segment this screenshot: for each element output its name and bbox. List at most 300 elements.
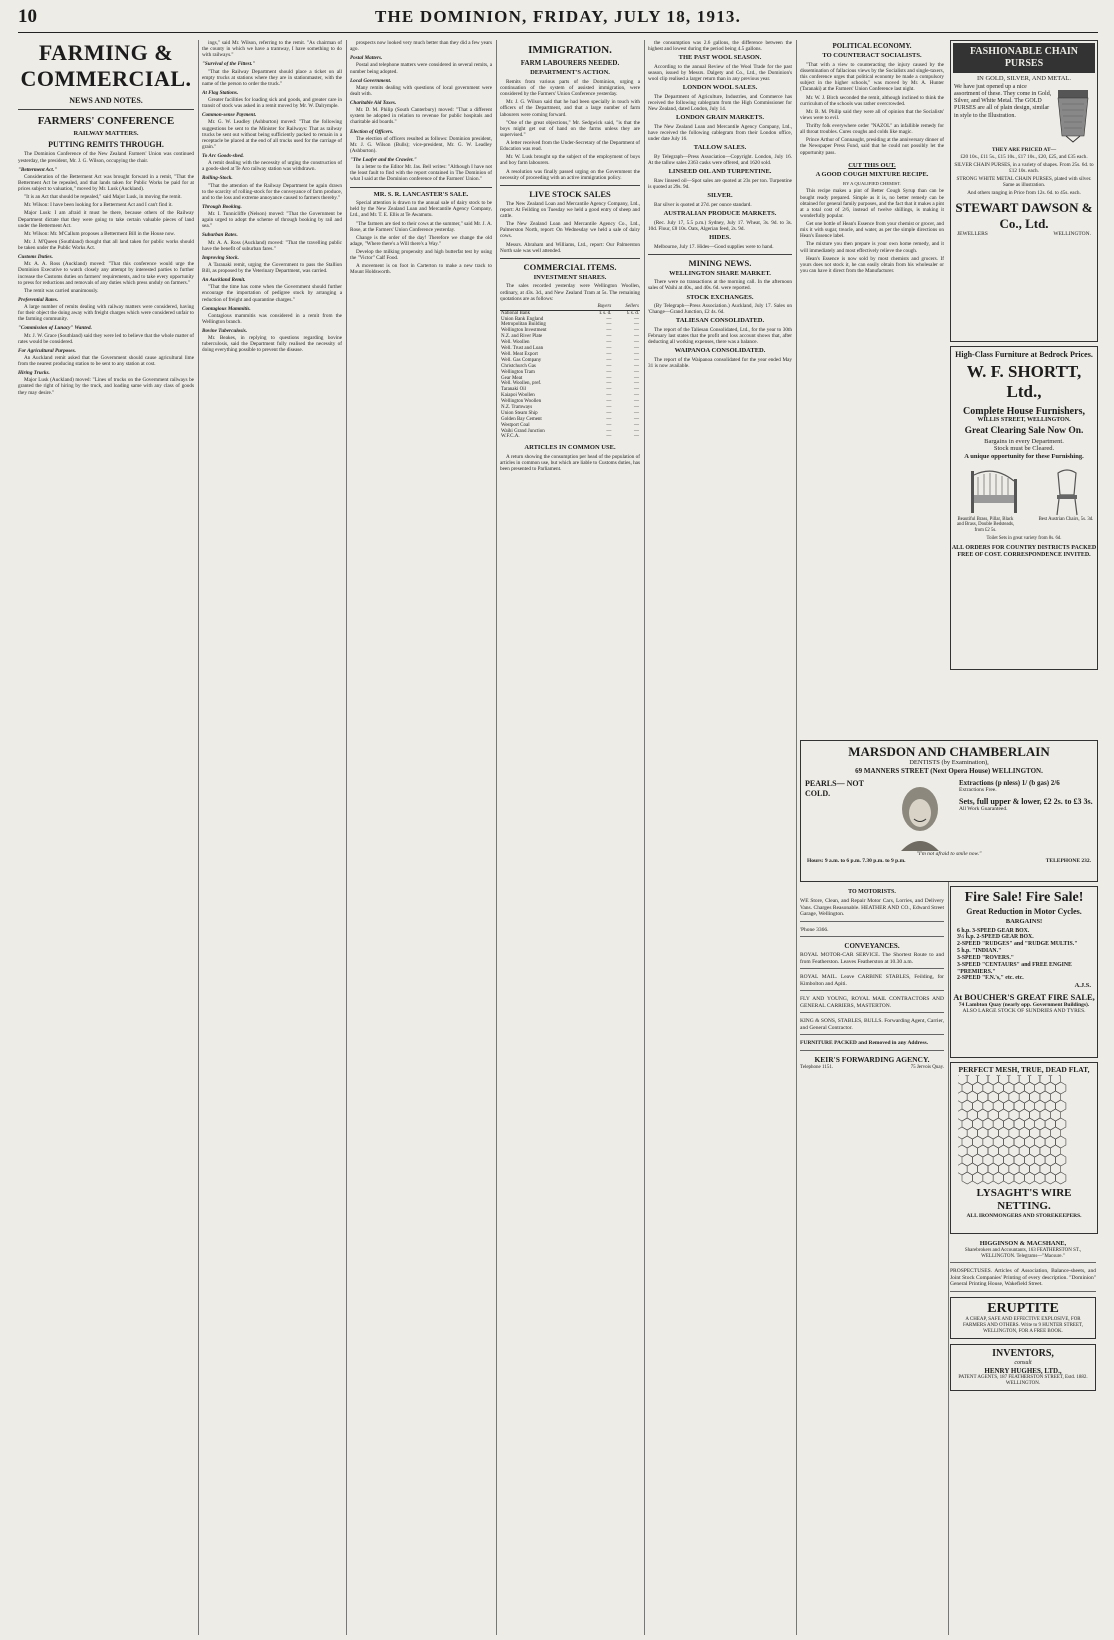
column-5 — [648, 40, 792, 1635]
table-cell: — — [606, 434, 612, 440]
paragraph: Develop the milking propensity and high butterfat test by using the "Victor" Calf Food. — [350, 249, 492, 262]
table-cell: Wellington Tram — [501, 369, 535, 375]
live-stock-heading: LIVE STOCK SALES — [500, 185, 640, 199]
table-cell: — — [634, 322, 639, 328]
netting-cell — [958, 1109, 967, 1121]
netting-cell — [1019, 1075, 1029, 1085]
king-and-sons: KING & SONS, STABLES, BULLS. Forwarding Agent, Carrier, and General Contractor. — [800, 1018, 944, 1035]
netting-cell — [1056, 1172, 1066, 1184]
paragraph: Mr. A. A. Ross (Auckland) moved: "That this conference would urge the Dominion Executive to watch closely any attempt by interested parties to further increase the Customs duties on farmers' requirements, and to take every opportunity to press for reductions and removals of any duties which press unduly on farmers." — [18, 261, 194, 286]
table-cell: — — [606, 422, 612, 428]
paragraph: Mr. G. W. Leadley (Ashburton) moved: "That the following suggestions be sent to the Minister for Railways: That as railway trucks be sent out without being sufficiently packed to remain in a receptacle be placed at the end of all trucks used for the carriage of grain." — [202, 119, 342, 150]
paragraph: A Taranaki remit, urging the Government to pass the Stallion Bill, as proposed by the Veterinary Department, was carried. — [202, 261, 342, 274]
paragraph: Remits from various parts of the Dominion, urging a continuation of the system of assisted immigration, were considered by the Farmers' Union Conference yesterday. — [500, 78, 640, 98]
subheading: "Commission of Lunacy" Wanted. — [18, 325, 92, 332]
dentists-sub: DENTISTS (by Examination), — [909, 759, 989, 767]
table-cell: — — [606, 416, 612, 422]
table-cell: — — [634, 369, 639, 375]
table-cell: Wellington Woollen — [501, 399, 542, 405]
motor-ad-phone: 'Phone 3366. — [800, 927, 944, 937]
higginson-name: HIGGINSON & MACSHANE, — [979, 1240, 1067, 1247]
subheading: Improving Stock. — [202, 254, 239, 261]
paragraph: An Auckland remit asked that the Government should cause agricultural lime from the nearest producing station to be sent to any station at cost. — [18, 354, 194, 368]
toilet-caption: Toilet Sets in great variety from 8s. 6d. — [986, 535, 1062, 541]
column-3 — [350, 40, 492, 1635]
table-cell: — — [634, 357, 639, 363]
subhead: SILVER. — [707, 192, 733, 200]
table-cell: — — [606, 357, 612, 363]
table-cell: — — [634, 340, 639, 346]
paragraph: (By Telegraph—Press Association.) Auckland, July 17. Sales on 'Change—Grand Junction, £2 4s. 6d. — [648, 303, 792, 316]
table-cell: — — [606, 316, 612, 322]
royal-mail: ROYAL MAIL. Leave CARBINE STABLES, Feilding, for Kimbolton and Apiti. — [800, 974, 944, 991]
keirs-agency: KEIR'S FORWARDING AGENCY. — [814, 1054, 930, 1064]
subhead: THE PAST WOOL SEASON. — [678, 54, 762, 62]
fire-sale-sub: Great Reduction in Motor Cycles. — [966, 906, 1082, 916]
paragraph: The Department of Agriculture, Industries, and Commerce has received the following cablegram from the High Commissioner for New Zealand, dated London, July 14. — [648, 93, 792, 113]
motor-ad-body: WE Store, Clean, and Repair Motor Cars, Lorries, and Delivery Vans. Charges Reasonable. HEATHER AND CO., Edward Street Garage, Wellington. — [800, 898, 944, 921]
paragraph: ings," said Mr. Wilson, referring to the remit. "As chairman of the county in which we have a tramway, I have something to do with railways." — [202, 40, 342, 59]
beds-caption: Beautiful Brass, Pillar, Black and Brass, Double Bedsteads, from £2 5s. — [956, 516, 1015, 533]
paragraph: By Telegraph—Press Association—Copyright. London, July 16. At the tallow sales 2363 casks were offered, and 1620 sold. — [648, 154, 792, 167]
table-cell: — — [634, 351, 639, 357]
table-cell: Taranaki Oil — [501, 387, 527, 393]
fly-and-young: FLY AND YOUNG, ROYAL MAIL CONTRACTORS AND GENERAL CARRIERS, MASTERTON. — [800, 996, 944, 1013]
paragraph: The report of the Taliesan Consolidated, Ltd., for the year to 30th February last states that the profit and loss account shows that, after deducting all working expenses, there was a balance. — [648, 327, 792, 346]
conveyances-heading: CONVEYANCES. — [844, 942, 900, 951]
company-name: W. F. SHORTT, Ltd., — [966, 362, 1082, 402]
subhead: LINSEED OIL AND TURPENTINE. — [668, 168, 772, 176]
stock-line: Stock must be Cleared. — [993, 445, 1055, 453]
table-header-cell: Sellers — [612, 304, 640, 310]
netting-cell — [972, 1172, 982, 1184]
paragraph: Mr. A. A. Ross (Auckland) moved: "That the travelling public have the benefit of suburban fares." — [202, 239, 342, 252]
table-cell: Waihi Grand Junction — [501, 428, 545, 434]
paragraph: Mr. W. Lusk brought up the subject of the employment of boys and boy farm labourers. — [500, 154, 640, 167]
ajs-label: A.J.S. — [1074, 982, 1091, 990]
lysaght-top: PERFECT MESH, TRUE, DEAD FLAT, — [958, 1065, 1090, 1074]
chain-purse-illustration — [1052, 84, 1094, 144]
paragraph: Change is the order of the day! Therefore we change the old adage, "Where there's a Will there's a Way." — [350, 234, 492, 247]
paragraph: Mr. J. M'Queen (Southland) thought that all land taken for public works should be taken under the Public Works Act. — [18, 238, 194, 252]
telephone: TELEPHONE 232. — [1045, 857, 1091, 864]
investment-subhead: INVESTMENT SHARES. — [533, 273, 607, 281]
paragraph: Major Lusk (Auckland) moved: "Lines of trucks on the Government railways be granted the right of hiring by the truck, and loading same with any class of goods they may desire." — [18, 377, 194, 396]
subheading: Postal Matters. — [350, 55, 383, 62]
paragraph: "That with a view to counteracting the injury caused by the dissemination of fallacious views by the Socialists and single-taxers, this conference urges that political economy be made a compulsory subject in the higher schools," was moved by Mr. A. Hunter (Taranaki) at the Farmers' Union Conference last night. — [800, 61, 944, 93]
ad-subtitle: IN GOLD, SILVER, AND METAL. — [976, 74, 1072, 82]
eruptite-body: A CHEAP, SAFE AND EFFECTIVE EXPLOSIVE, FOR FARMERS AND OTHERS. Write to 9 HUNTER STREET, WELLINGTON, FOR A FREE BOOK. — [963, 1317, 1083, 1335]
table-cell: — — [634, 334, 639, 340]
subheading: Common-sense Payment. — [202, 112, 257, 119]
netting-cell — [1050, 1075, 1060, 1085]
paragraph: Contagious mammitis was considered in a remit from the Wellington branch. — [202, 312, 342, 325]
eruptite-name: ERUPTITE — [987, 1300, 1059, 1316]
inventors-consult: consult — [1014, 1359, 1032, 1366]
table-header-cell: Buyers — [584, 304, 612, 310]
immigration-heading: IMMIGRATION. — [528, 44, 612, 56]
fire-sale-ad — [950, 886, 1098, 1058]
table-cell: — — [606, 328, 612, 334]
table-cell: Westport Coal — [501, 422, 530, 428]
subheading: "Survival of the Fittest." — [202, 61, 256, 68]
subhead: POLITICAL ECONOMY. — [832, 42, 912, 50]
paragraph: (Rec. July 17, 5.5 p.m.) Sydney, July 17. Wheat, 3s. 9d. to 3s. 10d. Flour, £8 10s. Oats, Algerian feed, 2s. 9d. — [648, 219, 792, 232]
paragraph: The election of officers resulted as follows: Dominion president, Mr. J. G. Wilson (Bulls); vice-president, Mr. G. W. Leadley (Ashburton). — [350, 135, 492, 154]
netting-cell — [998, 1075, 1008, 1085]
paragraph: Mr. J. W. Grace (Southland) said they were led to believe that the whole matter of rates would be considered. — [18, 332, 194, 345]
sale-heading: MR. S. R. LANCASTER'S SALE. — [350, 187, 492, 199]
table-cell: — — [634, 410, 639, 416]
strong-purses: STRONG WHITE METAL CHAIN PURSES, plated with silver. Same as illustration. — [956, 176, 1092, 189]
netting-cell — [967, 1075, 977, 1085]
column-4 — [500, 40, 640, 1635]
table-cell: — — [634, 375, 639, 381]
paragraph: "That the time has come when the Government should further encourage the importation of pedigree stock by arranging a reduction of freight and quarantine charges." — [202, 284, 342, 303]
shortt-furniture-ad — [950, 346, 1098, 670]
motorists-heading: TO MOTORISTS. — [848, 889, 896, 895]
table-cell: — — [634, 399, 639, 405]
news-and-notes-heading: NEWS AND NOTES. — [18, 96, 194, 110]
paragraph: Mr. I. Tunnicliffe (Nelson) moved: "That the Government be again urged to adopt the scheme of through booking by rail and sea." — [202, 211, 342, 230]
table-cell: — — [606, 340, 612, 346]
subhead: TALIESAN CONSOLIDATED. — [675, 317, 765, 325]
subhead: A GOOD COUGH MIXTURE RECIPE. — [815, 171, 929, 179]
subheading: Hiring Trucks. — [18, 370, 50, 377]
ad-headline: FASHIONABLE CHAIN PURSES — [953, 43, 1095, 73]
paragraph: The report of the Waipanoa consolidated for the year ended May 31 is now available. — [648, 357, 792, 370]
subheading: Election of Officers. — [350, 128, 394, 135]
subheading: Bovine Tuberculosis. — [202, 328, 248, 334]
table-cell: — — [606, 363, 612, 369]
table-cell: Kaiapoi Woollen — [501, 393, 535, 399]
subhead: AUSTRALIAN PRODUCE MARKETS. — [663, 209, 777, 217]
masthead — [18, 4, 1098, 33]
bottom-right-ads — [950, 1238, 1096, 1635]
subheading: Suburban Rates. — [202, 232, 238, 239]
extractions-free: Extractions Free. — [959, 787, 997, 794]
subheading: Through Booking. — [202, 203, 242, 210]
article-headline: FARMERS' CONFERENCE — [37, 115, 175, 128]
paragraph: In a letter to the Editor Mr. Jas. Bell writes: "Although I have not the least fault to find with the report contained in The Dominion of what I said at the Dominion conference of the Farmers' Union." — [350, 164, 492, 183]
sale-line: Great Clearing Sale Now On. — [964, 426, 1084, 437]
table-cell: — — [606, 334, 612, 340]
bargains-line: Bargains in every Department. — [984, 437, 1064, 445]
paragraph: A letter received from the Under-Secretary of the Department of Education was read. — [500, 140, 640, 153]
dentists-address: 69 MANNERS STREET (Next Opera House) WELLINGTON. — [855, 766, 1043, 775]
paragraph: "That the attention of the Railway Department be again drawn to the scarcity of rolling-stock for the conveyance of farm produce, and to the loss and extreme annoyance caused to farmers thereby." — [202, 182, 342, 201]
table-cell: Union Steam Ship — [501, 410, 538, 416]
paragraph: Raw linseed oil—Spot sales are quoted at 23s per ton. Turpentine is quoted at 29s. 9d. — [648, 177, 792, 191]
address: WILLIS STREET, WELLINGTON. — [977, 417, 1071, 424]
netting-cell — [1009, 1075, 1019, 1085]
paragraph: According to the annual Review of the Wool Trade for the past season, issued by Messrs. Dalgety and Co., Ltd., the Dominion's wool clip realised a larger return than in any previous year. — [648, 63, 792, 83]
netting-cell — [1004, 1172, 1014, 1184]
table-row — [500, 434, 640, 440]
paragraph: Mr. D. M. Philip (South Canterbury) moved: "That a different system be adopted in relation to revenue for public hospitals and charitable aid boards." — [350, 107, 492, 126]
paragraph: Prince Arthur of Connaught, presiding at the anniversary dinner of the Newspaper Press Fund, said that he could not possibly let the opportunity pass. — [800, 137, 944, 156]
paragraph: Messrs. Abraham and Williams, Ltd., report: Our Palmerston North sale was well attended. — [500, 241, 640, 254]
column-rule — [198, 40, 199, 1635]
subhead: LONDON WOOL SALES. — [682, 84, 758, 92]
paragraph: Special attention is drawn to the annual sale of dairy stock to be held by the New Zealand Loan and Mercantile Agency Company, Ltd., and Mr. T. E. Ellis at Te Awamutu. — [350, 200, 492, 219]
table-cell: — — [606, 346, 612, 352]
table-cell: — — [606, 381, 612, 387]
netting-cell — [993, 1172, 1003, 1184]
also-stock: ALSO LARGE STOCK OF SUNDRIES AND TYRES. — [962, 1008, 1086, 1015]
extractions-price: Extractions (p nless) 1/ (b gas) 2/6 — [959, 779, 1060, 788]
paragraph: "One of the great objections," Mr. Sedgwick said, "is that the boys might get out of hand on the farms unless they are supervised." — [500, 119, 640, 138]
lysaght-brand: LYSAGHT'S WIRE NETTING. — [976, 1186, 1072, 1212]
pearls-text: PEARLS— NOT COLD. — [805, 779, 864, 798]
boucher-line: At BOUCHER'S GREAT FIRE SALE, — [953, 991, 1095, 1002]
table-cell: — — [606, 322, 612, 328]
paragraph: The New Zealand Loan and Mercantile Agency Co., Ltd., Palmerston North, report: On Wednesday we held a sale of dairy cows. — [500, 221, 640, 240]
subheading: At Flag Stations. — [202, 89, 239, 96]
paragraph: There were no transactions at the morning call. In the afternoon sales of Waihi at 40s., and 40s. 6d. were reported. — [648, 279, 792, 292]
fire-sale-item: 2-SPEED "RUDGES" and "RUDGE MULTIS." — [957, 941, 1078, 948]
paragraph: prospects now looked very much better than they did a few years ago. — [350, 40, 492, 53]
paragraph: The sales recorded yesterday were Wellington Woollen, ordinary, at 43s. 3d., and New Zealand Tram at 5s. The remaining quotations are as follows: — [500, 283, 640, 302]
chair-illustration — [1052, 469, 1082, 517]
table-cell: Well. Woollen — [501, 340, 530, 346]
table-cell: — — [606, 428, 612, 434]
fire-sale-item: 3-SPEED "CENTAURS" and FREE ENGINE "PREMIERS." — [957, 961, 1072, 975]
subheading: To Arc Goods-shed. — [202, 153, 244, 159]
table-cell: — — [634, 387, 639, 393]
table-cell: — — [634, 346, 639, 352]
higginson-body: Sharebrokers and Accountants, 163 FEATHERSTON ST., WELLINGTON. Telegrams—"Macsure." — [964, 1247, 1082, 1259]
fire-sale-item: 3-SPEED "ROVERS." — [957, 954, 1015, 961]
netting-cell — [983, 1172, 993, 1184]
table-cell: £ s. d. — [627, 310, 639, 316]
table-cell: Golden Bay Cement — [501, 416, 542, 422]
subheading: An Auckland Remit. — [202, 277, 246, 284]
netting-cell — [978, 1075, 988, 1085]
tagline: Complete House Furnishers, — [963, 405, 1085, 417]
table-cell: — — [634, 316, 639, 322]
table-cell: Wellington Investment — [501, 328, 547, 334]
dentists-name: MARSDON AND CHAMBERLAIN — [848, 744, 1050, 759]
netting-cell — [958, 1145, 967, 1157]
subheading: Customs Duties. — [18, 254, 53, 261]
bed-illustration — [967, 465, 1021, 517]
table-cell: — — [606, 369, 612, 375]
brand-name: STEWART DAWSON & Co., Ltd. — [955, 200, 1093, 231]
table-cell: Well. Gas Company — [501, 357, 542, 363]
investment-shares-table — [500, 304, 640, 440]
netting-cell — [958, 1091, 967, 1103]
mining-heading: MINING NEWS. — [648, 254, 792, 268]
column-rule — [346, 40, 347, 1635]
keir-phone: Telephone 1151. — [800, 1065, 834, 1071]
paragraph: Bar silver is quoted at 27d. per ounce standard. — [654, 201, 752, 208]
inventors-title: INVENTORS, — [992, 1348, 1054, 1360]
subhead: TALLOW SALES. — [693, 144, 747, 152]
articles-heading: ARTICLES IN COMMON USE. — [524, 444, 616, 452]
column-1 — [18, 40, 194, 1635]
paragraph: The mixture you then prepare is your own home remedy, and it will immediately and most effectively relieve the cough. — [800, 241, 944, 254]
paragraph: "The farmers are tied to their cows at the summer," said Mr. J. A. Rose, at the Farmers' Union Conference yesterday. — [350, 220, 492, 233]
chain-purses-ad — [950, 40, 1098, 342]
column-rule — [796, 40, 797, 1635]
chairs-caption: Best Austrian Chairs, 5s. 3d. — [1038, 516, 1094, 522]
article-subhead: PUTTING REMITS THROUGH. — [48, 139, 164, 149]
paragraph: The New Zealand Loan and Mercantile Agency Company, Ltd., report: At Feilding on Tuesday we held a good entry of sheep and cattle. — [500, 200, 640, 220]
city-label: WELLINGTON. — [1053, 231, 1091, 238]
paragraph: A large number of remits dealing with railway matters were considered, having for their object the doing away with freight charges which were considered unfair to the farming community. — [18, 304, 194, 323]
commercial-heading: COMMERCIAL ITEMS. — [500, 258, 640, 272]
quote: "I'm not afraid to smile now." — [916, 851, 982, 858]
newspaper-title: THE DOMINION, FRIDAY, JULY 18, 1913. — [374, 7, 742, 26]
table-cell: Metropolitan Building — [501, 322, 546, 328]
subheading: Local Government. — [350, 77, 392, 84]
subhead: LONDON GRAIN MARKETS. — [676, 114, 764, 122]
paragraph: Mr. Beakes, in replying to questions regarding bovine tuberculosis, said the Department fully realised the necessity of doing everything possible to prevent the disease. — [202, 335, 342, 354]
table-cell: W.F.C.A. — [501, 434, 520, 440]
paragraph: A movement is on foot in Carterton to make a new track to Mount Holdsworth. — [350, 263, 492, 276]
netting-cell — [1040, 1075, 1050, 1085]
guarantee: All Work Guaranteed. — [959, 806, 1008, 813]
table-cell: — — [606, 393, 612, 399]
netting-cell — [1024, 1172, 1034, 1184]
silver-purses: SILVER CHAIN PURSES, in a variety of shapes. From 25s. 6d. to £12 10s. each. — [954, 161, 1094, 174]
table-cell: — — [606, 375, 612, 381]
lysaght-ad — [950, 1062, 1098, 1234]
subheading: Charitable Aid Taxes. — [350, 100, 397, 106]
small-ads-column — [800, 886, 944, 1635]
ad-top-line: High-Class Furniture at Bedrock Prices. — [955, 350, 1093, 359]
subheading: Contagious Mammitis. — [202, 305, 251, 312]
table-cell: — — [606, 351, 612, 357]
section-title: FARMING & COMMERCIAL. — [20, 40, 192, 91]
fire-sale-list — [951, 928, 1097, 983]
fire-sale-item: 2-SPEED "F.N.'s," etc. etc. — [957, 975, 1024, 982]
table-cell: Christchurch Gas — [501, 363, 536, 369]
opportunity-line: A unique opportunity for these Furnishing. — [964, 452, 1084, 460]
smiling-woman-portrait — [885, 779, 955, 851]
netting-cell — [1030, 1075, 1040, 1085]
paragraph: Get one bottle of Hean's Essence from your chemist or grocer, and mix it with sugar, treacle, and water, as per the simple directions on Hean's Essence label. — [800, 221, 944, 240]
paragraph: Major Lusk: I am afraid it must be there, because others of the Railway Department dictate that they were going to take certain valuable pieces of land under the Betterment Act. — [18, 210, 194, 229]
hours: Hours: 9 a.m. to 6 p.m. 7.30 p.m. to 9 p.m. — [807, 857, 906, 864]
table-cell: — — [634, 404, 639, 410]
netting-cell — [958, 1075, 967, 1085]
netting-cell — [1045, 1172, 1055, 1184]
table-cell: Well. Trust and Loan — [501, 346, 544, 352]
table-cell: N.Z. and River Plate — [501, 334, 543, 340]
paragraph: Mr. Wilson: I have been looking for a Betterment Act and I can't find it. — [24, 202, 173, 209]
immigration-subhead: DEPARTMENT'S ACTION. — [530, 69, 610, 77]
table-cell: — — [634, 363, 639, 369]
wire-netting-illustration — [958, 1075, 1090, 1185]
netting-cell — [988, 1075, 998, 1085]
fire-sale-title: Fire Sale! Fire Sale! — [964, 890, 1084, 905]
paragraph: Mr. J. G. Wilson said that he had been specially in touch with officers of the Department, and that a large number of farm labourers were coming forward. — [500, 99, 640, 118]
country-orders: ALL ORDERS FOR COUNTRY DISTRICTS PACKED FREE OF COST. CORRESPONDENCE INVITED. — [951, 545, 1097, 559]
table-cell: — — [606, 387, 612, 393]
netting-cell — [1035, 1172, 1045, 1184]
subhead: STOCK EXCHANGES. — [686, 293, 754, 301]
sets-price: Sets, full upper & lower, £2 2s. to £3 3s. — [959, 796, 1093, 806]
column-rule — [644, 40, 645, 1635]
table-cell: — — [634, 381, 639, 387]
paragraph: Postal and telephone matters were considered in several remits, a number being adopted. — [350, 62, 492, 75]
table-cell: — — [606, 399, 612, 405]
keir-address: 75 Jervois Quay. — [910, 1065, 944, 1071]
paragraph: Mr. B. M. Philip said they were all of opinion that the Socialists' views were to evil. — [800, 108, 944, 121]
subheading: For Agricultural Purposes. — [18, 347, 76, 354]
subheading: Rolling-Stock. — [202, 175, 233, 182]
table-cell: Gear Meat — [501, 375, 523, 381]
paragraph: A resolution was finally passed urging on the Government the necessity of proceeding with an active immigration policy. — [500, 168, 640, 181]
subhead: WAIPANOA CONSOLIDATED. — [674, 347, 766, 355]
byline: BY A QUALIFIED CHEMIST. — [843, 180, 901, 186]
table-cell: £ s. d. — [599, 310, 612, 316]
other-purses: And others ranging in Price from 12s. 6d. to 45s. each. — [967, 190, 1081, 197]
paragraph: The New Zealand Loan and Mercantile Agency Company, Ltd., have received the following cablegram from their London office, under date July 16. — [648, 123, 792, 143]
paragraph: Many remits dealing with questions of local government were dealt with. — [350, 84, 492, 97]
table-cell: — — [606, 404, 612, 410]
paragraph: The Dominion Conference of the New Zealand Farmers' Union was continued yesterday, the president, Mr. J. G. Wilson, occupying the chair. — [18, 151, 194, 164]
prices: £20 10s., £11 5s., £15 10s., £17 10s., £20, £25, and £35 each. — [960, 153, 1088, 160]
article-subhead: RAILWAY MATTERS. — [73, 130, 139, 138]
inventors-body: PATENT AGENTS, 187 FEATHERSTON STREET, Estd. 1882. WELLINGTON. — [958, 1375, 1088, 1387]
dentists-ad — [800, 740, 1098, 882]
paragraph: "That the Railway Department should place a ticket on all empty trucks at stations where they are in stationmaster, with the name of the person to order the truck." — [202, 68, 342, 87]
paragraph: the consumption was 2.6 gallons, the difference between the highest and lowest during the period being 4.5 gallons. — [648, 40, 792, 53]
table-cell: — — [634, 393, 639, 399]
table-cell: — — [606, 410, 612, 416]
table-cell: National Bank — [501, 310, 531, 316]
paragraph: Thrifty folk everywhere order "NAZOL" an infallible remedy for all throat troubles. Cures coughs and colds like magic. — [800, 123, 944, 136]
lysaght-sub: ALL IRONMONGERS AND STOREKEEPERS. — [966, 1212, 1082, 1219]
prospectuses-ad: PROSPECTUSES. Articles of Association, Balance-sheets, and Joint Stock Companies' Printing of every description. "Dominion" General Printing House, Wakefield Street. — [950, 1268, 1096, 1291]
table-cell: — — [634, 434, 639, 440]
subheading: "The Loafer and the Crawler." — [350, 157, 417, 163]
subheading: Preferential Rates. — [18, 296, 59, 303]
paragraph: A return showing the consumption per head of the population of articles in common use, but which are liable to Customs duties, has been presented to Parliament. — [500, 453, 640, 473]
column-rule — [496, 40, 497, 1635]
netting-cell — [962, 1172, 972, 1184]
boucher-address: 74 Lambton Quay (nearly opp. Government Buildings). — [958, 1001, 1090, 1008]
prices-heading: THEY ARE PRICED AT— — [991, 147, 1057, 154]
paragraph: Mr. W. J. Birch seconded the remit, although inclined to think the curriculum of the schools was rather overcrowded. — [800, 94, 944, 107]
table-cell: — — [634, 328, 639, 334]
fire-sale-item: 5 h.p. "INDIAN." — [957, 948, 1002, 955]
bargains-label: BARGAINS! — [1005, 917, 1043, 925]
page-number: 10 — [18, 6, 37, 27]
jewellers-label: JEWELLERS — [957, 231, 988, 238]
paragraph: Mr. Wilson: Mr. M'Callum proposes a Betterment Bill in the House now. — [24, 230, 176, 237]
fire-sale-item: 6 h.p. 3-SPEED GEAR BOX. — [957, 927, 1030, 934]
subheading: "Betterment Act." — [18, 166, 57, 173]
table-cell: — — [634, 422, 639, 428]
paragraph: "It is an Act that should be repealed," said Major Lusk, in moving the remit. — [24, 194, 182, 201]
table-cell: N.Z. Tramways — [501, 404, 533, 410]
subhead: TO COUNTERACT SOCIALISTS. — [822, 52, 922, 60]
fire-sale-item: 3½ h.p. 2-SPEED GEAR BOX. — [957, 934, 1034, 941]
paragraph: Hean's Essence is now sold by most chemists and grocers. If yours does not stock it, he can easily obtain from his wholesaler or you can have it direct from the Manufacturer. — [800, 255, 944, 274]
paragraph: Consideration of the Betterment Act was brought forward in a remit, "That the Betterment Act be repealed, and that lands taken for Public Works be paid for at prices subject to valuation," moved by Mr. Lusk (Auckland). — [18, 173, 194, 193]
immigration-subhead: FARM LABOURERS NEEDED. — [520, 58, 620, 67]
paragraph: The remit was carried unanimously. — [24, 287, 99, 294]
paragraph: A remit dealing with the necessity of urging the construction of a goods-shed at Te Aro railway station was withdrawn. — [202, 160, 342, 173]
paragraph: Greater facilities for loading sick and goods, and greater care in transit of stock was asked in a remit moved by Mr. W. Dalrymple. — [202, 97, 342, 110]
table-cell: Well. Woollen, pref. — [501, 381, 542, 387]
table-cell: — — [634, 416, 639, 422]
ad-body: We have just opened up a nice assortment of these. They come in Gold, Silver, and White Metal. The GOLD PURSES are all of plain design, similar in style to the Illustration. — [954, 84, 1052, 119]
